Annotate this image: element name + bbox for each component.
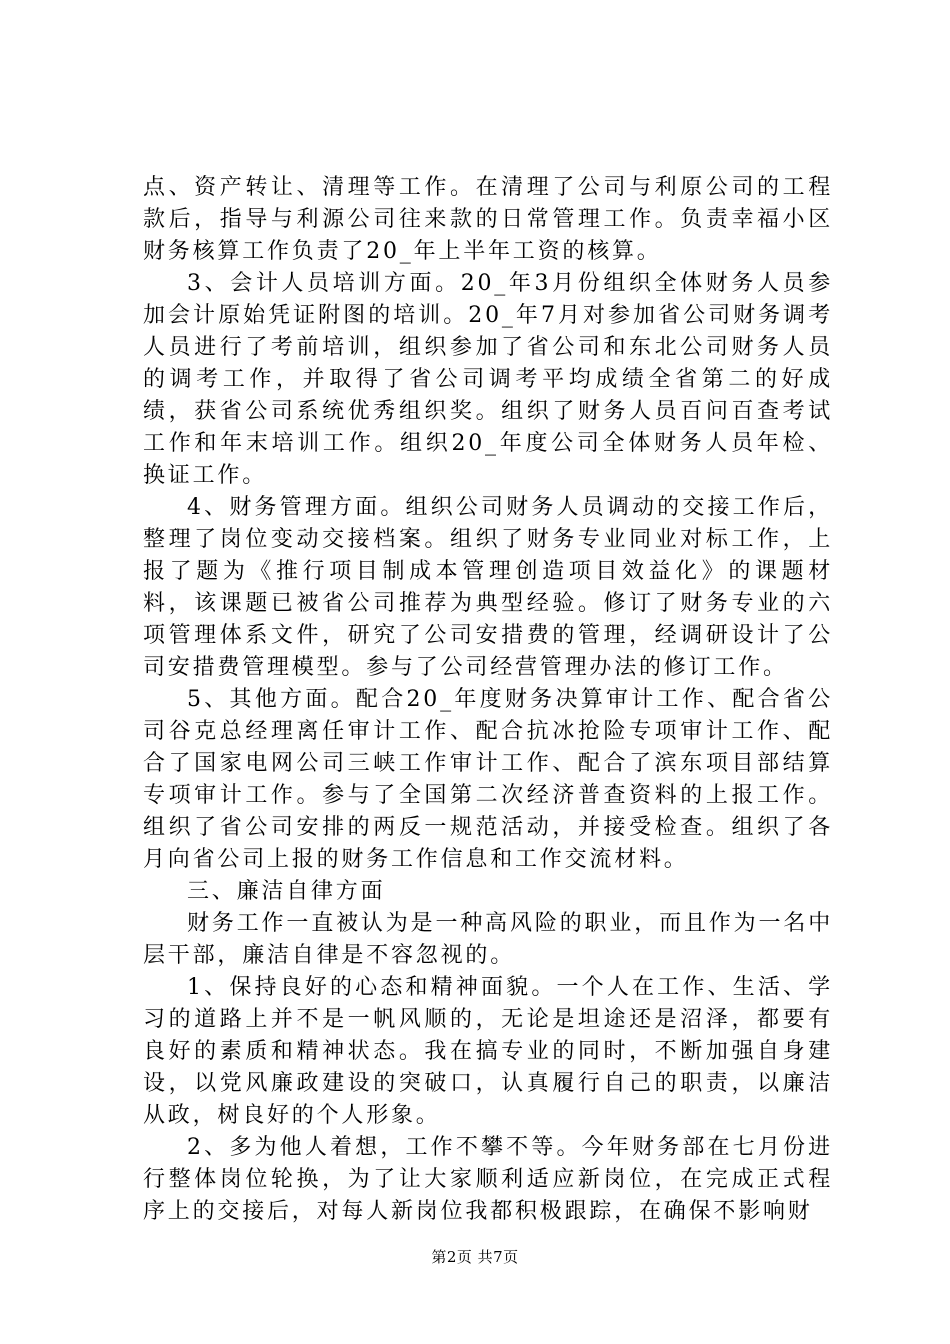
document-body <box>143 172 833 1228</box>
paragraph-good-mindset: 1、保持良好的心态和精神面貌。一个人在工作、生活、学习的道路上并不是一帆风顺的，无论是坦途还是沼泽，都要有良好的素质和精神状态。我在搞专业的同时，不断加强自身建设，以党风廉政建设的突破口，认真履行自己的职责，以廉洁从政，树良好的个人形象。 <box>143 975 833 1128</box>
section-heading-integrity: 三、廉洁自律方面 <box>187 879 386 904</box>
page-number-footer: 第2页 共7页 <box>431 1248 519 1266</box>
paragraph-accountant-training: 3、会计人员培训方面。20_年3月份组织全体财务人员参加会计原始凭证附图的培训。20_年7月对参加省公司财务调考人员进行了考前培训，组织参加了省公司和东北公司财务人员的调考工作，并取得了省公司调考平均成绩全省第二的好成绩，获省公司系统优秀组织奖。组织了财务人员百问百查考试工作和年末培训工作。组织20_年度公司全体财务人员年检、换证工作。 <box>143 271 833 488</box>
paragraph-other-aspects: 5、其他方面。配合20_年度财务决算审计工作、配合省公司谷克总经理离任审计工作、配合抗冰抢险专项审计工作、配合了国家电网公司三峡工作审计工作、配合了滨东项目部结算专项审计工作。参与了全国第二次经济普查资料的上报工作。组织了省公司安排的两反一规范活动，并接受检查。组织了各月向省公司上报的财务工作信息和工作交流材料。 <box>143 687 833 872</box>
paragraph-continuation: 点、资产转让、清理等工作。在清理了公司与利原公司的工程款后，指导与利源公司往来款的日常管理工作。负责幸福小区财务核算工作负责了20_年上半年工资的核算。 <box>143 175 833 264</box>
paragraph-consider-others: 2、多为他人着想，工作不攀不等。今年财务部在七月份进行整体岗位轮换，为了让大家顺利适应新岗位，在完成正式程序上的交接后，对每人新岗位我都积极跟踪，在确保不影响财 <box>143 1135 833 1224</box>
paragraph-financial-management: 4、财务管理方面。组织公司财务人员调动的交接工作后，整理了岗位变动交接档案。组织了财务专业同业对标工作，上报了题为《推行项目制成本管理创造项目效益化》的课题材料，该课题已被省公司推荐为典型经验。修订了财务专业的六项管理体系文件，研究了公司安措费的管理，经调研设计了公司安措费管理模型。参与了公司经营管理办法的修订工作。 <box>143 495 833 680</box>
paragraph-integrity-intro: 财务工作一直被认为是一种高风险的职业，而且作为一名中层干部，廉洁自律是不容忽视的。 <box>143 911 833 968</box>
